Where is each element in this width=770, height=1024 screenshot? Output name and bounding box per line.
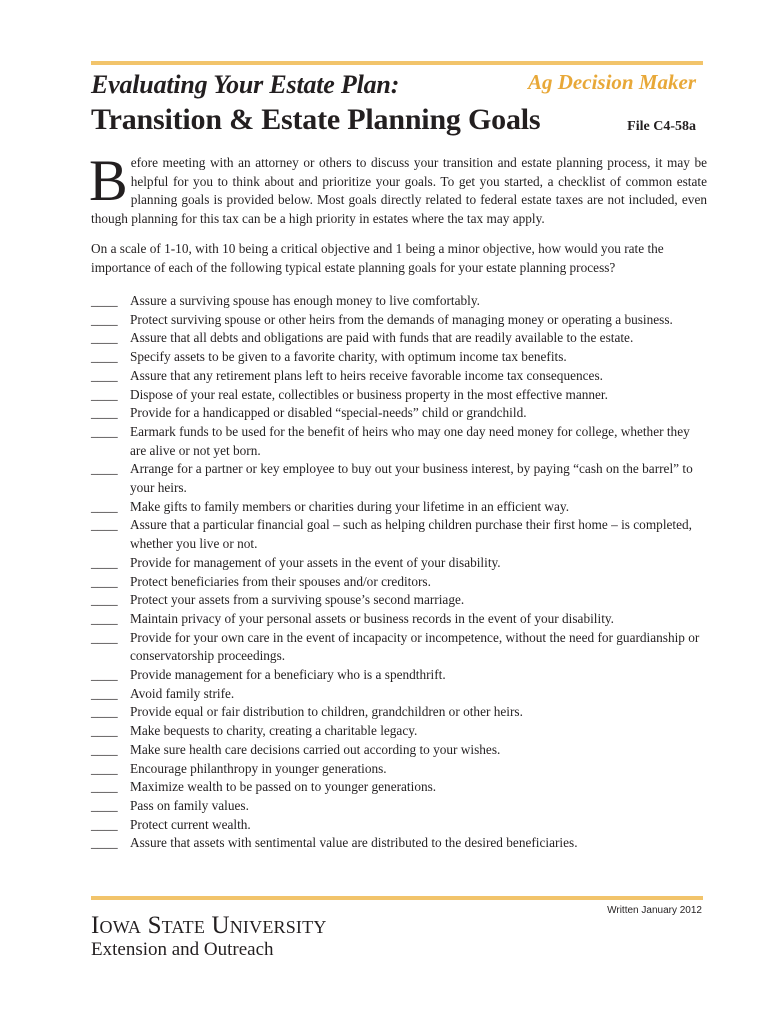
- goal-item: [91, 834, 707, 853]
- rating-blank[interactable]: ____: [91, 405, 118, 421]
- goal-item: [91, 498, 707, 517]
- goal-item: [91, 516, 707, 553]
- goal-text: Make bequests to charity, creating a charitable legacy.: [130, 723, 418, 739]
- goal-text: Pass on family values.: [130, 797, 249, 813]
- rating-prompt: On a scale of 1-10, with 10 being a critical objective and 1 being a minor objective, how would you rate the importance of each of the following typical estate planning goals for your estate planning process?: [91, 241, 664, 275]
- rating-blank[interactable]: ____: [91, 741, 118, 757]
- file-code: File C4-58a: [627, 119, 696, 134]
- university-subtitle: Extension and Outreach: [91, 939, 274, 960]
- rating-blank[interactable]: ____: [91, 816, 118, 832]
- rating-blank[interactable]: ____: [91, 311, 118, 327]
- rating-blank[interactable]: ____: [91, 349, 118, 365]
- rating-blank[interactable]: ____: [91, 779, 118, 795]
- rating-blank[interactable]: ____: [91, 386, 118, 402]
- rating-blank[interactable]: ____: [91, 667, 118, 683]
- rating-blank[interactable]: ____: [91, 685, 118, 701]
- goal-text: Assure that assets with sentimental value are distributed to the desired beneficiaries.: [130, 835, 578, 851]
- goal-item: [91, 311, 707, 330]
- top-rule: [91, 61, 703, 65]
- goal-item: [91, 367, 707, 386]
- rating-blank[interactable]: ____: [91, 293, 118, 308]
- goal-text: Protect your assets from a surviving spouse’s second marriage.: [130, 592, 465, 608]
- goal-text: Provide for management of your assets in the event of your disability.: [130, 554, 501, 570]
- rating-blank[interactable]: ____: [91, 704, 118, 720]
- goal-text: Encourage philanthropy in younger generations.: [130, 760, 387, 776]
- rating-blank[interactable]: ____: [91, 367, 118, 383]
- goal-text: Provide for a handicapped or disabled “special-needs” child or grandchild.: [130, 405, 527, 421]
- goal-item: [91, 666, 707, 685]
- goal-item: [91, 404, 707, 423]
- bottom-rule: [91, 896, 703, 900]
- goal-text: Assure that all debts and obligations are paid with funds that are readily available to the estate.: [130, 330, 634, 346]
- goal-item: [91, 348, 707, 367]
- rating-blank[interactable]: ____: [91, 629, 118, 645]
- goal-item: [91, 629, 707, 666]
- goal-item: [91, 703, 707, 722]
- rating-blank[interactable]: ____: [91, 554, 118, 570]
- university-logo: [91, 912, 327, 940]
- goal-item: [91, 591, 707, 610]
- goal-item: [91, 292, 707, 311]
- goal-text: Make gifts to family members or charities during your lifetime in an efficient way.: [130, 498, 570, 514]
- written-date: Written January 2012: [607, 905, 702, 916]
- rating-blank[interactable]: ____: [91, 573, 118, 589]
- goal-text: Assure a surviving spouse has enough money to live comfortably.: [130, 293, 480, 308]
- rating-blank[interactable]: ____: [91, 723, 118, 739]
- rating-blank[interactable]: ____: [91, 760, 118, 776]
- goal-text: Provide for your own care in the event of incapacity or incompetence, without the need for guardianship or conservatorship proceedings.: [130, 629, 700, 664]
- page-title: Transition & Estate Planning Goals: [91, 103, 541, 136]
- goal-text: Protect beneficiaries from their spouses and/or creditors.: [130, 573, 431, 589]
- goal-item: [91, 816, 707, 835]
- brand-name: Ag Decision Maker: [528, 70, 696, 94]
- rating-blank[interactable]: ____: [91, 610, 118, 626]
- goal-item: [91, 760, 707, 779]
- drop-cap: B: [89, 148, 128, 213]
- rating-blank[interactable]: ____: [91, 423, 118, 439]
- goal-text: Provide management for a beneficiary who is a spendthrift.: [130, 667, 446, 683]
- goal-item: [91, 722, 707, 741]
- goal-text: Maintain privacy of your personal assets or business records in the event of your disability.: [130, 610, 614, 626]
- goal-text: Specify assets to be given to a favorite charity, with optimum income tax benefits.: [130, 349, 567, 365]
- rating-blank[interactable]: ____: [91, 592, 118, 608]
- goals-checklist: [91, 292, 707, 853]
- goal-item: [91, 329, 707, 348]
- rating-blank[interactable]: ____: [91, 330, 118, 346]
- goal-item: [91, 610, 707, 629]
- rating-blank[interactable]: ____: [91, 797, 118, 813]
- goal-item: [91, 460, 707, 497]
- rating-blank[interactable]: ____: [91, 835, 118, 851]
- rating-blank[interactable]: ____: [91, 517, 118, 533]
- goal-text: Protect current wealth.: [130, 816, 251, 832]
- intro-text: efore meeting with an attorney or others to discuss your transition and estate planning process, it may be helpful for you to think about and prioritize your goals. To get you started, a checklist of common estate planning goals is provided below. Most goals directly related to federal estate taxes are not included, even though planning for this tax can be a high priority in estates where the tax may apply.: [91, 155, 707, 226]
- goal-text: Arrange for a partner or key employee to buy out your business interest, by paying “cash on the barrel” to your heirs.: [130, 461, 693, 496]
- goal-item: [91, 685, 707, 704]
- goal-item: [91, 741, 707, 760]
- goal-text: Provide equal or fair distribution to children, grandchildren or other heirs.: [130, 704, 523, 720]
- goal-text: Assure that a particular financial goal – such as helping children purchase their first home – is completed, whether you live or not.: [130, 517, 692, 552]
- goal-text: Protect surviving spouse or other heirs from the demands of managing money or operating a business.: [130, 311, 673, 327]
- rating-blank[interactable]: ____: [91, 461, 118, 477]
- goal-text: Maximize wealth to be passed on to younger generations.: [130, 779, 437, 795]
- goal-item: [91, 797, 707, 816]
- goal-item: [91, 778, 707, 797]
- goal-item: [91, 423, 707, 460]
- goal-item: [91, 386, 707, 405]
- goal-item: [91, 554, 707, 573]
- goal-text: Earmark funds to be used for the benefit of heirs who may one day need money for college, whether they are alive or not yet born.: [130, 423, 690, 458]
- goal-text: Avoid family strife.: [130, 685, 235, 701]
- rating-blank[interactable]: ____: [91, 498, 118, 514]
- intro-paragraph: [89, 148, 707, 228]
- goal-item: [91, 573, 707, 592]
- goal-text: Assure that any retirement plans left to heirs receive favorable income tax consequences.: [130, 367, 603, 383]
- series-title: Evaluating Your Estate Plan:: [91, 70, 400, 99]
- university-name: Iowa State University: [91, 912, 327, 939]
- goal-text: Make sure health care decisions carried out according to your wishes.: [130, 741, 501, 757]
- goal-text: Dispose of your real estate, collectibles or business property in the most effective manner.: [130, 386, 608, 402]
